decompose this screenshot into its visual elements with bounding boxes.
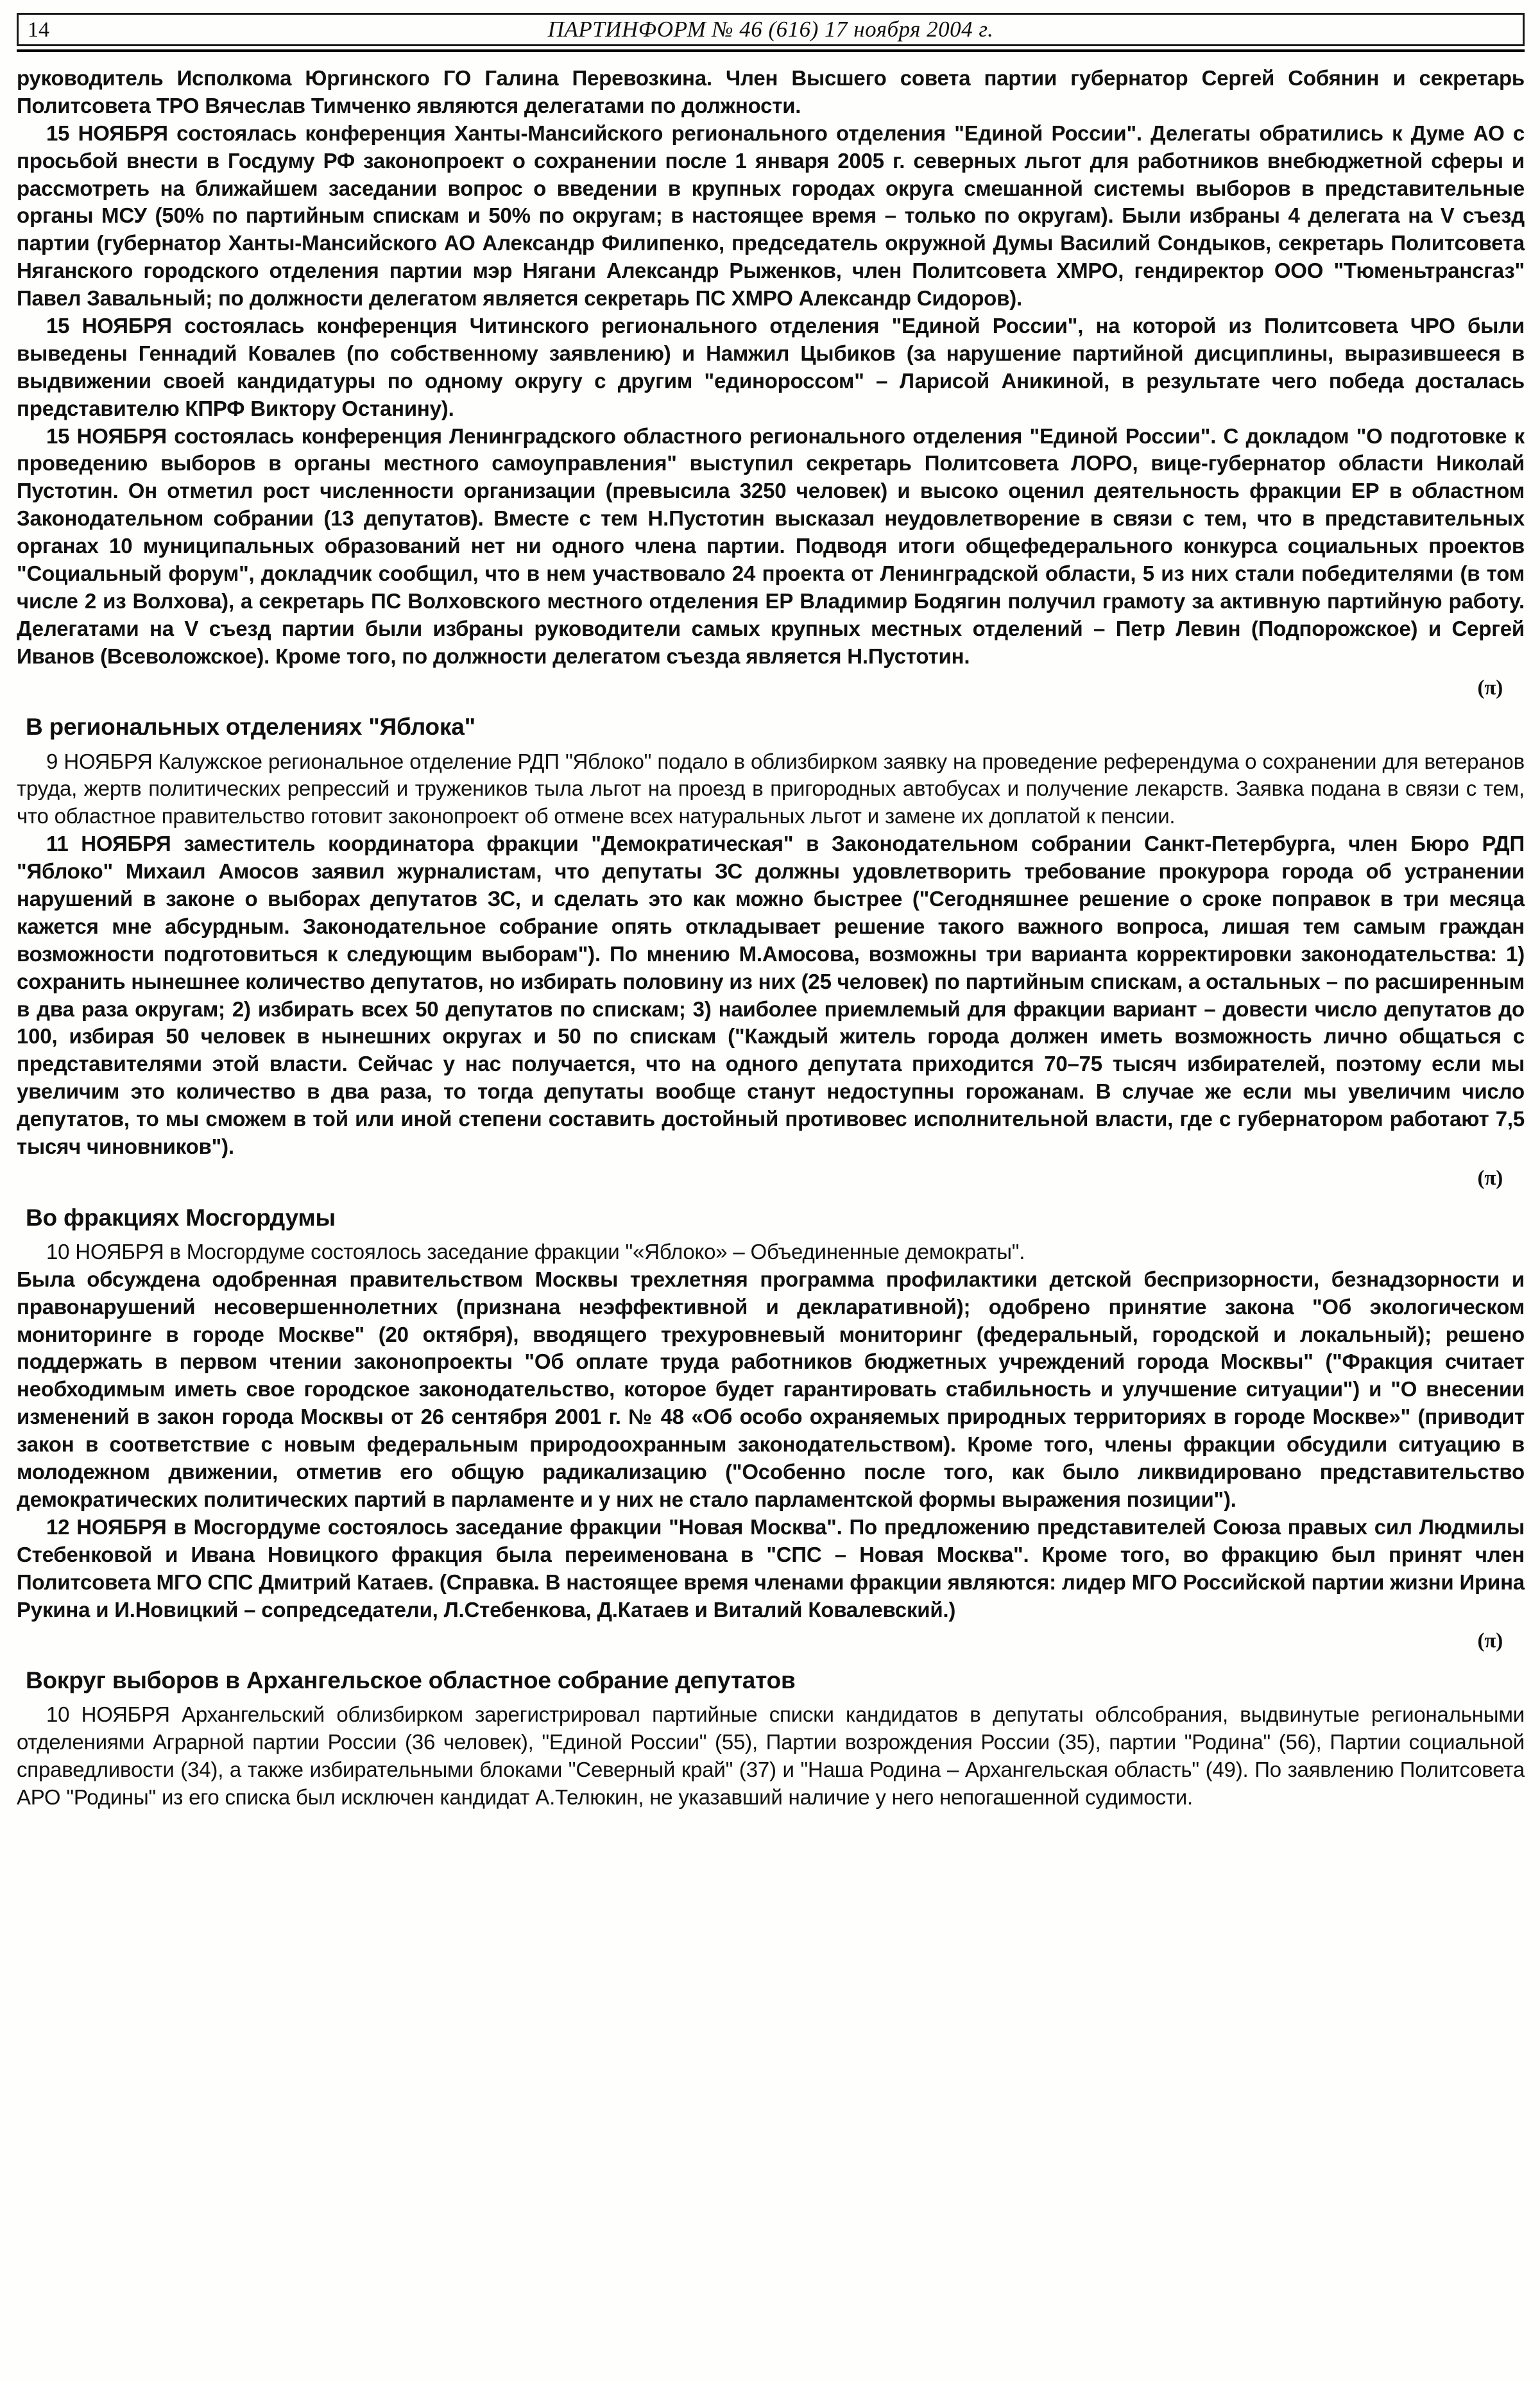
news-paragraph: 11 НОЯБРЯ заместитель координатора фракции "Демократическая" в Законодательном собрании Санкт-Петербурга, член Бюро РДП "Яблоко" Михаил Амосов заявил журналистам, что депутаты ЗС должны удовлетворить требование прокурора города об устранении нарушений в законе о выборах депутатов ЗС, и сделать это как можно быстрее ("Сегодняшнее решение о сроке поправок в три месяца кажется мне абсурдным. Законодательное собрание опять откладывает решение такого важного вопроса, лишая тем самым граждан возможности подготовиться к следующим выборам"). По мнению М.Амосова, возможны три варианта корректировки законодательства: 1) сохранить нынешнее количество депутатов, но избирать половину из них (25 человек) по партийным спискам, а остальных – по расширенным в два раза округам; 2) избирать всех 50 депутатов по спискам; 3) наиболее приемлемый для фракции вариант – довести число депутатов до 100, избирая 50 человек в нынешних округах и 50 по спискам ("Каждый житель города должен иметь возможность лично общаться с представителями этой власти. Сейчас у нас получается, что на одного депутата приходится 70–75 тысяч избирателей, поэтому если мы увеличим это количество в два раза, то тогда депутаты вообще станут недоступны горожанам. В случае же если мы увеличим число депутатов, то мы сможем в той или иной степени составить достойный противовес исполнительной власти, где с губернатором работают 7,5 тысяч чиновников"). — [17, 832, 1525, 1159]
news-paragraph: 15 НОЯБРЯ состоялась конференция Ханты-Мансийского регионального отделения "Единой России". Делегаты обратились к Думе АО с просьбой внести в Госдуму РФ законопроект о сохранении после 1 января 2005 г. северных льгот для работников внебюджетной сферы и рассмотреть на ближайшем заседании вопрос о введении в крупных городах округа смешанной системы выборов в представительные органы МСУ (50% по партийным спискам и 50% по округам; в настоящее время – только по округам). Были избраны 4 делегата на V съезд партии (губернатор Ханты-Мансийского АО Александр Филипенко, председатель окружной Думы Василий Сондыков, секретарь Политсовета Няганского городского отделения партии мэр Нягани Александр Рыженков, член Политсовета ХМРО, гендиректор ООО "Тюменьтрансгаз" Павел Завальный; по должности делегатом является секретарь ПС ХМРО Александр Сидоров). — [17, 121, 1525, 311]
news-paragraph: 10 НОЯБРЯ в Мосгордуме состоялось заседание фракции "«Яблоко» – Объединенные демократы". — [46, 1239, 1025, 1264]
section-heading: Вокруг выборов в Архангельское областное собрание депутатов — [26, 1667, 796, 1694]
news-paragraph: 12 НОЯБРЯ в Мосгордуме состоялось заседание фракции "Новая Москва". По предложению представителей Союза правых сил Людмилы Стебенковой и Ивана Новицкого фракция была переименована в "СПС – Новая Москва". Кроме того, во фракцию был принят член Политсовета МГО СПС Дмитрий Катаев. (Справка. В настоящее время членами фракции являются: лидер МГО Российской партии жизни Ирина Рукина и И.Новицкий – сопредседатели, Л.Стебенкова, Д.Катаев и Виталий Ковалевский.) — [17, 1514, 1525, 1622]
news-paragraph: руководитель Исполкома Юргинского ГО Галина Перевозкина. Член Высшего совета партии губернатор Сергей Собянин и секретарь Политсовета ТРО Вячеслав Тимченко являются делегатами по должности. — [17, 66, 1525, 117]
pi-mark: (π) — [1477, 1629, 1503, 1653]
article-body — [17, 65, 1525, 1812]
section-heading: В региональных отделениях "Яблока" — [26, 714, 475, 741]
page-number: 14 — [28, 18, 49, 42]
news-paragraph: 15 НОЯБРЯ состоялась конференция Ленинградского областного регионального отделения "Единой России". С докладом "О подготовке к проведению выборов в органы местного самоуправления" выступил секретарь Политсовета ЛОРО, вице-губернатор области Николай Пустотин. Он отметил рост численности организации (превысила 3250 человек) и высоко оценил деятельность фракции ЕР в областном Законодательном собрании (13 депутатов). Вместе с тем Н.Пустотин высказал неудовлетворение в связи с тем, что в представительных органах 10 муниципальных образований нет ни одного члена партии. Подводя итоги общефедерального конкурса социальных проектов "Социальный форум", докладчик сообщил, что в нем участвовало 24 проекта от Ленинградской области, 5 из них стали победителями (в том числе 2 из Волхова), а секретарь ПС Волховского местного отделения ЕР Владимир Бодягин получил грамоту за активную партийную работу. Делегатами на V съезд партии были избраны руководители самых крупных местных отделений – Петр Левин (Подпорожское) и Сергей Иванов (Всеволожское). Кроме того, по должности делегатом съезда является Н.Пустотин. — [17, 424, 1525, 668]
header-rule — [17, 49, 1525, 52]
news-paragraph: 10 НОЯБРЯ Архангельский облизбирком зарегистрировал партийные списки кандидатов в депутаты облсобрания, выдвинутые региональными отделениями Аграрной партии России (36 человек), "Единой России" (55), Партии возрождения России (35), партии "Родина" (56), Партии социальной справедливости (34), а также избирательными блоками "Северный край" (37) и "Наша Родина – Архангельская область" (49). По заявлению Политсовета АРО "Родины" из его списка был исключен кандидат А.Телюкин, не указавший наличие у него непогашенной судимости. — [17, 1702, 1525, 1810]
news-paragraph: 9 НОЯБРЯ Калужское региональное отделение РДП "Яблоко" подало в облизбирком заявку на проведение референдума о сохранении для ветеранов труда, жертв политических репрессий и тружеников тыла льгот на проезд в пригородных автобусах и получение лекарств. Заявка подана в связи с тем, что областное правительство готовит законопроект об отмене всех натуральных льгот и замене их доплатой к пенсии. — [17, 749, 1525, 828]
pi-mark: (π) — [1477, 676, 1503, 699]
news-paragraph: Была обсуждена одобренная правительством Москвы трехлетняя программа профилактики детской беспризорности, безнадзорности и правонарушений несовершеннолетних (признана неэффективной и декларативной); одобрено принятие закона "Об экологическом мониторинге в городе Москве" (20 октября), вводящего трехуровневый мониторинг (федеральный, городской и локальный); решено поддержать в первом чтении законопроекты "Об оплате труда работников бюджетных учреждений города Москвы" ("Фракция считает необходимым иметь свое городское законодательство, которое будет гарантировать стабильность и улучшение ситуации") и "О внесении изменений в закон города Москвы от 26 сентября 2001 г. № 48 «Об особо охраняемых природных территориях в городе Москве»" (приводит закон в соответствие с новым федеральным природоохранным законодательством). Кроме того, члены фракции обсудили ситуацию в молодежном движении, отметив его общую радикализацию ("Особенно после того, как было ликвидировано представительство демократических политических партий в парламенте и у них не стало парламентской формы выражения позиции"). — [17, 1267, 1525, 1511]
pi-mark: (π) — [1477, 1166, 1503, 1190]
page-header — [17, 13, 1525, 46]
news-paragraph: 15 НОЯБРЯ состоялась конференция Читинского регионального отделения "Единой России", на которой из Политсовета ЧРО были выведены Геннадий Ковалев (по собственному заявлению) и Намжил Цыбиков (за нарушение партийной дисциплины, выразившееся в выдвижении своей кандидатуры по одному округу с другим "единороссом" – Ларисой Аникиной, в результате чего победа досталась представителю КПРФ Виктору Останину). — [17, 314, 1525, 420]
journal-title: ПАРТИНФОРМ № 46 (616) 17 ноября 2004 г. — [547, 17, 994, 42]
section-heading: Во фракциях Мосгордумы — [26, 1204, 336, 1231]
